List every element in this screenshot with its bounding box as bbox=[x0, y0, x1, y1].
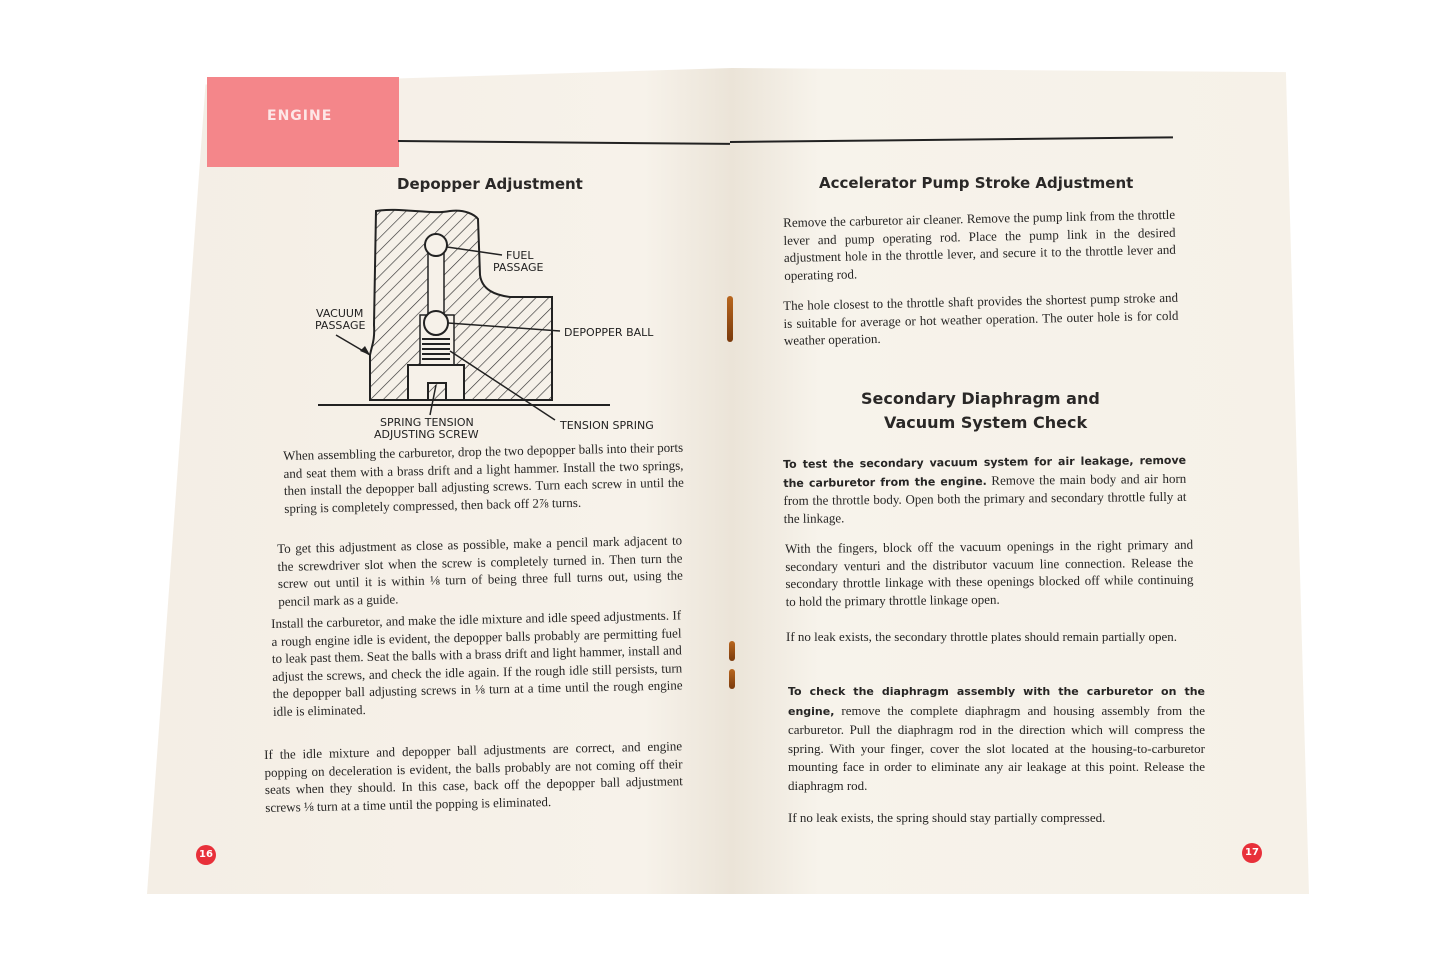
label-spring-screw-2: ADJUSTING SCREW bbox=[374, 428, 479, 441]
right-paragraph-5: If no leak exists, the secondary throttle plates should remain partially open. bbox=[786, 629, 1177, 644]
accelerator-pump-title: Accelerator Pump Stroke Adjustment bbox=[819, 174, 1134, 192]
depopper-diagram bbox=[310, 205, 670, 445]
left-paragraph-4: If the idle mixture and depopper ball adjustments are correct, and engine popping on deceleration is evident, the balls probably are not coming off their seats when they should. In this case, back off the depopper ball adjustment screws ⅛ turn at a time until the popping is eliminated. bbox=[264, 738, 683, 815]
label-fuel-2: PASSAGE bbox=[493, 261, 544, 274]
right-paragraph-6 bbox=[788, 682, 1205, 796]
label-tension-spring: TENSION SPRING bbox=[560, 419, 654, 432]
label-spring-screw-1: SPRING TENSION bbox=[380, 416, 474, 429]
secondary-diaphragm-title-2: Vacuum System Check bbox=[884, 413, 1088, 432]
fuel-passage-port bbox=[425, 234, 447, 256]
staple-bottom-b bbox=[729, 669, 735, 689]
right-paragraph-4: With the fingers, block off the vacuum openings in the right primary and secondary venturi and the distributor vacuum line connection. Release the secondary throttle linkage with these openings blocked off while continuing to hold the primary throttle linkage open. bbox=[785, 536, 1194, 609]
depopper-title: Depopper Adjustment bbox=[397, 175, 583, 193]
left-paragraph-1: When assembling the carburetor, drop the two depopper balls into their ports and seat them with a brass drift and a light hammer. Install the two springs, then install the depopper ball adjusting screws. Turn each screw in until the spring is completely compressed, then back off 2⅞ turns. bbox=[283, 439, 684, 516]
right-paragraph-1: Remove the carburetor air cleaner. Remove the pump link from the throttle lever and pump operating rod. Place the pump link in the desired adjustment hole in the throttle lever, and secure it to the throttle lever and operating rod. bbox=[783, 206, 1176, 283]
secondary-diaphragm-title-1: Secondary Diaphragm and bbox=[861, 389, 1100, 408]
page-number-17: 17 bbox=[1242, 843, 1262, 863]
right-paragraph-3 bbox=[783, 451, 1187, 527]
label-vacuum-1: VACUUM bbox=[316, 307, 364, 320]
right-paragraph-6-rest: remove the complete diaphragm and housing assembly from the carburetor. Pull the diaphragm rod in the direction which will compress the spring. With your finger, cover the slot located at the housing-to-carburetor mounting face in order to eliminate any air leakage at this point. Release the diaphragm rod. bbox=[788, 702, 1205, 793]
right-paragraph-7: If no leak exists, the spring should stay partially compressed. bbox=[788, 810, 1106, 825]
left-paragraph-2: To get this adjustment as close as possible, make a pencil mark adjacent to the screwdriver slot when the screw is completely turned in. Then turn the screw out until it is within ⅛ turn of being three full turns out, using the pencil mark as a guide. bbox=[277, 532, 683, 609]
label-depopper-ball: DEPOPPER BALL bbox=[564, 326, 654, 339]
page-number-16: 16 bbox=[196, 845, 216, 865]
right-paragraph-3-rest: Remove the main body and air horn from the throttle body. Open both the primary and secondary throttle fully at the linkage. bbox=[783, 470, 1187, 526]
section-tab-label: ENGINE bbox=[267, 108, 333, 124]
staple-bottom-a bbox=[729, 641, 735, 661]
right-paragraph-2: The hole closest to the throttle shaft provides the shortest pump stroke and is suitable for average or hot weather operation. The outer hole is for cold weather operation. bbox=[783, 289, 1179, 348]
depopper-ball-shape bbox=[424, 311, 448, 335]
left-paragraph-3: Install the carburetor, and make the idle mixture and idle speed adjustments. If a rough engine idle is evident, the depopper balls probably are permitting fuel to leak past them. Seat the balls with a brass drift and light hammer, install and adjust the screws, and check the idle again. If the rough idle still persists, turn the depopper ball adjusting screws in ⅛ turn at a time until the rough engine idle is eliminated. bbox=[271, 607, 683, 719]
right-paragraph-6-lead: To check the diaphragm assembly with the carburetor on the engine, bbox=[788, 685, 1205, 718]
staple-top bbox=[727, 296, 733, 342]
right-paragraph-3-lead: To test the secondary vacuum system for air leakage, remove the carburetor from the engine. bbox=[783, 453, 1187, 490]
label-fuel-1: FUEL bbox=[506, 249, 534, 262]
label-vacuum-2: PASSAGE bbox=[315, 319, 366, 332]
